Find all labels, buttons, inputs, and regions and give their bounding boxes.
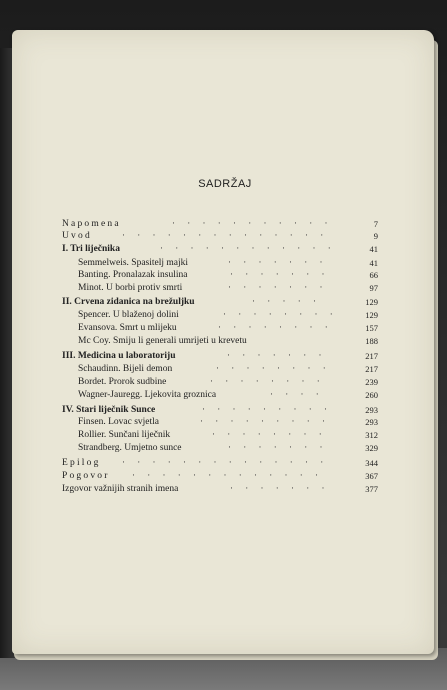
toc-entry-label: II. Crvena zidanica na brežuljku (62, 297, 195, 307)
toc-entry (78, 282, 378, 294)
toc-entry-label: Wagner-Jauregg. Ljekovita groznica (78, 390, 217, 400)
toc-entry (78, 389, 378, 401)
toc-entry-page: 188 (365, 336, 378, 346)
leader-dots: · · · · · · · (230, 269, 330, 279)
toc-entry (78, 429, 378, 441)
leader-dots: · · · · · · · · · · · · (160, 243, 336, 253)
leader-dots: · · · · · · · (230, 483, 330, 493)
toc-entry (62, 483, 378, 495)
toc-entry-label: Epilog (62, 458, 101, 468)
leader-dots: · · · · (270, 389, 324, 399)
leader-dots: · · · · · · · (228, 282, 328, 292)
toc-entry-label: Pogovor (62, 471, 110, 481)
toc-entry-page: 260 (365, 390, 378, 400)
toc-entry-label: IV. Stari liječnik Sunce (62, 405, 156, 415)
leader-dots: · · · · · · · · · (202, 404, 332, 414)
leader-dots: · · · · · · · (228, 442, 328, 452)
toc-entry-label: I. Tri liječnika (62, 244, 120, 254)
toc-entry (62, 230, 378, 242)
toc-entry-label: Semmelweis. Spasitelj majki (78, 258, 189, 268)
leader-dots: · · · · · · · (227, 350, 327, 360)
toc-entry-page: 9 (373, 231, 378, 241)
toc-entry (62, 350, 378, 362)
toc-entry (78, 309, 378, 321)
toc-entry-page: 7 (373, 219, 378, 229)
toc-entry-label: Finsen. Lovac svjetla (78, 417, 159, 427)
leader-dots: · · · · · · · · · · · · · · (122, 230, 329, 240)
toc-entry (78, 442, 378, 454)
leader-dots: · · · · · · · · · · · · · · (122, 457, 329, 467)
toc-entry-label: Minot. U borbi protiv smrti (78, 283, 183, 293)
toc-entry (78, 322, 378, 334)
toc-entry (62, 457, 378, 469)
leader-dots: · · · · · · · · · (200, 416, 330, 426)
toc-entry-page: 293 (365, 417, 378, 427)
toc-entry (78, 363, 378, 375)
toc-entry-label: Bordet. Prorok sudbine (78, 377, 167, 387)
toc-entry-label: Uvod (62, 231, 92, 241)
page-title: SADRŽAJ (198, 178, 252, 190)
toc-entry-label: Izgovor važnijih stranih imena (62, 484, 179, 494)
toc-entry (62, 243, 378, 255)
toc-entry-label: III. Medicina u laboratoriju (62, 351, 176, 361)
toc-entry-label: Banting. Pronalazak insulina (78, 270, 188, 280)
toc-entry (62, 296, 378, 308)
toc-entry-label: Spencer. U blaženoj dolini (78, 310, 179, 320)
toc-entry-page: 129 (365, 310, 378, 320)
toc-entry-label: Rollier. Sunčani liječnik (78, 430, 171, 440)
leader-dots: · · · · · · · · (212, 429, 327, 439)
leader-dots: · · · · · · · · (218, 322, 333, 332)
toc-entry-page: 129 (365, 297, 378, 307)
toc-entry-page: 312 (365, 430, 378, 440)
toc-entry-page: 97 (369, 283, 378, 293)
toc-entry-label: Mc Coy. Smiju li generali umrijeti u krevetu (78, 336, 247, 346)
toc-entry (62, 470, 378, 482)
leader-dots: · · · · · · · · (223, 309, 338, 319)
toc-entry-label: Napomena (62, 219, 121, 229)
toc-entry-page: 367 (365, 471, 378, 481)
toc-entry-page: 377 (365, 484, 378, 494)
toc-entry-page: 41 (369, 244, 378, 254)
leader-dots: · · · · · · · · (210, 376, 325, 386)
toc-entry (78, 269, 378, 281)
toc-entry-page: 217 (365, 351, 378, 361)
toc-entry-page: 344 (365, 458, 378, 468)
toc-entry-page: 217 (365, 364, 378, 374)
toc-entry-page: 41 (369, 258, 378, 268)
leader-dots: · · · · · · · · · · · (172, 218, 333, 228)
toc-entry-page: 239 (365, 377, 378, 387)
leader-dots: · · · · · · · (228, 257, 328, 267)
leader-dots: · · · · · (252, 296, 321, 306)
toc-entry-page: 293 (365, 405, 378, 415)
toc-entry-page: 157 (365, 323, 378, 333)
toc-entry-page: 329 (365, 443, 378, 453)
toc-entry-label: Strandberg. Umjetno sunce (78, 443, 182, 453)
toc-entry (78, 416, 378, 428)
toc-entry (78, 335, 378, 347)
toc-entry-label: Evansova. Smrt u mlijeku (78, 323, 177, 333)
toc-entry-page: 66 (369, 270, 378, 280)
leader-dots: · · · · · · · · (216, 363, 331, 373)
leader-dots: · · · · · · · · · · · · · (132, 470, 323, 480)
toc-entry (78, 376, 378, 388)
toc-entry-label: Schaudinn. Bijeli demon (78, 364, 173, 374)
